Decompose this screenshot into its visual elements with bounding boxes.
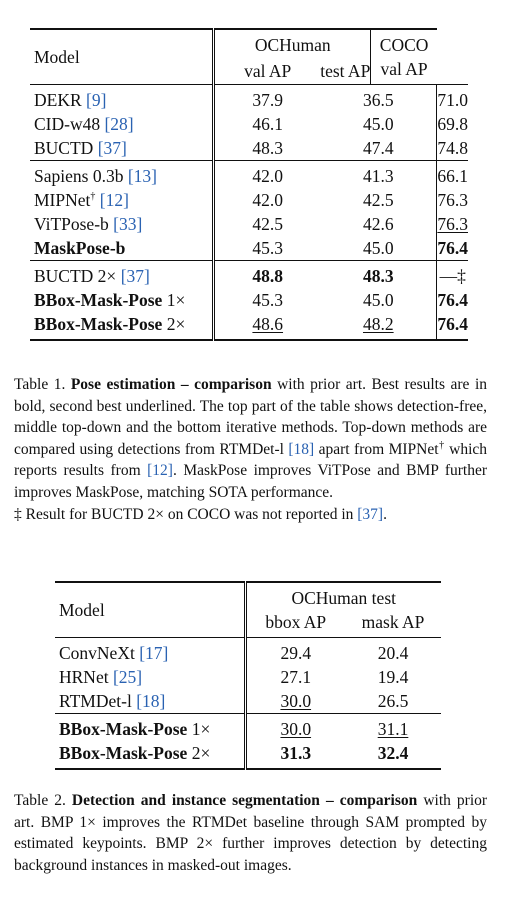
model-name-cell [30,261,214,289]
model-name-cell [30,236,214,261]
value-cell [320,312,437,340]
value-cell [437,312,468,340]
value: 32.4 [377,743,409,763]
model-name-cell [55,689,245,714]
value: 48.8 [252,266,284,286]
value-cell [320,288,437,312]
value: 66.1 [437,166,468,186]
citation-link[interactable]: [12] [147,462,173,480]
value: 19.4 [377,667,409,687]
table-row [55,714,441,742]
value: 45.0 [362,290,394,310]
table-2-ochuman-test-header: OCHuman test [245,582,441,610]
citation-link[interactable]: [28] [104,114,134,134]
value-cell [214,161,321,189]
model-name: DEKR [34,90,82,110]
citation-link[interactable]: [25] [112,667,143,687]
table-1-caption-text-c: which reports results from [14,440,488,480]
model-name: HRNet [59,667,109,687]
value-cell [345,638,441,666]
value-cell [245,689,345,714]
value-cell [320,188,437,212]
value: 47.4 [362,138,394,158]
table-row [30,288,468,312]
table-1-footnote-end: . [383,505,387,523]
table-1-caption-text-d: . MaskPose improves ViTPose and BMP further improves MaskPose, matching SOTA performance. [14,462,488,501]
model-name: BBox-Mask-Pose [34,290,163,310]
value-cell [245,638,345,666]
model-suffix: 2× [187,743,211,763]
citation-link[interactable]: [18] [288,440,315,458]
model-name: MIPNet [34,190,91,210]
value-cell [214,112,321,136]
model-name-cell [55,665,245,689]
value: 36.5 [362,90,394,110]
value-cell [214,236,321,261]
table-1-caption-text-a: with prior art. Best results are in bold, second best underlined. The top part of the table shows detection-free, middle top-down and the bottom iterative methods. Top-down methods are compared using detections from RTMDet-l [14,376,487,458]
value-cell [245,665,345,689]
value: 42.0 [252,166,284,186]
value-cell [437,85,468,113]
model-name-cell [55,714,245,742]
value: 42.0 [252,190,284,210]
value: 74.8 [437,138,468,158]
citation-link[interactable]: [18] [136,691,166,711]
value: 76.4 [437,290,468,310]
value: 42.6 [362,214,394,234]
model-name: ViTPose-b [34,214,109,234]
value-cell [320,236,437,261]
table-row [30,85,468,113]
value: 26.5 [377,691,409,711]
table-2-bbox-ap-header: bbox AP [245,610,345,638]
value-cell [437,188,468,212]
value: 30.0 [280,691,312,711]
value-cell [437,112,468,136]
value-cell [245,741,345,769]
table-row [55,689,441,714]
value-cell [437,236,468,261]
table-1-ochuman-header: OCHuman [214,29,371,57]
table-1-coco-header: COCO [371,29,437,57]
model-name-cell [30,288,214,312]
value: 45.0 [362,238,394,258]
value: 31.3 [280,743,312,763]
table-2-mask-ap-header: mask AP [361,612,425,632]
value: 76.3 [437,214,468,234]
value: 76.4 [437,314,468,334]
value-cell [214,136,321,161]
value-cell [320,161,437,189]
value-cell [437,136,468,161]
value-cell [320,136,437,161]
citation-link[interactable]: [12] [99,190,129,210]
dagger-mark: † [438,439,445,451]
value: 27.1 [280,667,312,687]
table-1-val-ap-header: val AP [214,57,321,85]
model-suffix: 2× [162,314,186,334]
model-name: BBox-Mask-Pose [34,314,163,334]
value: 76.4 [437,238,468,258]
table-row [30,236,468,261]
table-2-caption-title: Detection and instance segmentation – comparison [71,792,418,809]
value: 69.8 [437,114,468,134]
model-name: MaskPose-b [34,238,126,258]
model-name: ConvNeXt [59,643,135,663]
value-cell [320,85,437,113]
table-row [30,212,468,236]
model-name: BUCTD [34,138,94,158]
model-name-cell [30,212,214,236]
table-row [55,741,441,769]
value: 45.3 [252,238,284,258]
table-1-coco-val-ap-header: val AP [371,57,437,85]
model-name-cell [30,136,214,161]
table-1-caption-text-b: apart from MIPNet [318,440,439,458]
citation-link[interactable]: [37] [357,505,384,523]
table-1-model-header: Model [30,29,214,85]
citation-link[interactable]: [17] [139,643,169,663]
table-row [30,312,468,340]
table-2-caption-text: with prior art. BMP 1× improves the RTMDet baseline through SAM prompted by estimated keypoints. BMP 2× further improves detection by detecting background instances in masked-out images. [14,792,488,874]
table-2-caption [14,790,487,876]
table-1-caption-title: Pose estimation – comparison [70,376,272,393]
citation-link[interactable]: [33] [113,214,143,234]
model-name-cell [30,85,214,113]
table-2-caption-label: Table 2. [14,792,66,809]
value-cell [345,689,441,714]
value: 41.3 [362,166,394,186]
value: 46.1 [252,114,284,134]
value: 48.6 [252,314,284,334]
value-cell [437,212,468,236]
model-name-cell [30,112,214,136]
table-row [55,665,441,689]
value: 30.0 [280,719,312,739]
table-row [30,112,468,136]
table-1-footnote [14,504,487,526]
table-row [30,136,468,161]
value: 20.4 [377,643,409,663]
value-cell [320,261,437,289]
value-cell [345,665,441,689]
value: 37.9 [252,90,284,110]
model-name: BBox-Mask-Pose [59,719,188,739]
table-row [30,188,468,212]
value-cell [214,85,321,113]
table-1-test-ap-header: test AP [320,60,371,81]
model-name: RTMDet-l [59,691,132,711]
value-cell [345,714,441,742]
model-suffix: 1× [162,290,186,310]
model-name: CID-w48 [34,114,101,134]
citation-link[interactable]: [37] [120,266,150,286]
value-cell [320,212,437,236]
model-name-cell [55,638,245,666]
table-row [55,638,441,666]
model-name: Sapiens 0.3b [34,166,124,186]
model-suffix: 1× [187,719,211,739]
value-cell [437,261,468,289]
value: 45.3 [252,290,284,310]
citation-link[interactable]: [13] [127,166,157,186]
value-cell [245,714,345,742]
value-cell [214,188,321,212]
model-name-cell [30,312,214,340]
table-row [30,261,468,289]
value: 48.3 [252,138,284,158]
value: 29.4 [280,643,312,663]
model-name-cell [30,161,214,189]
table-1-caption-label: Table 1. [14,376,66,393]
value: 42.5 [362,190,394,210]
value-cell [214,312,321,340]
value: 76.3 [437,190,468,210]
value-cell [437,288,468,312]
table-2 [55,581,441,770]
dagger-mark: † [90,191,96,203]
model-name-cell [55,741,245,769]
value: 71.0 [437,90,468,110]
value: —‡ [439,266,466,286]
table-1 [30,28,468,341]
model-name-cell [30,188,214,212]
value: 31.1 [377,719,409,739]
value: 48.2 [362,314,394,334]
table-1-caption [14,374,487,525]
table-row [30,161,468,189]
value-cell [320,112,437,136]
value: 42.5 [252,214,284,234]
value: 45.0 [362,114,394,134]
value-cell [345,741,441,769]
value-cell [214,212,321,236]
model-name: BUCTD 2× [34,266,117,286]
value: 48.3 [362,266,394,286]
value-cell [214,288,321,312]
table-2-model-header: Model [55,582,245,638]
citation-link[interactable]: [9] [86,90,107,110]
value-cell [437,161,468,189]
table-1-footnote-text: ‡ Result for BUCTD 2× on COCO was not reported in [14,505,354,523]
value-cell [214,261,321,289]
citation-link[interactable]: [37] [97,138,127,158]
model-name: BBox-Mask-Pose [59,743,188,763]
